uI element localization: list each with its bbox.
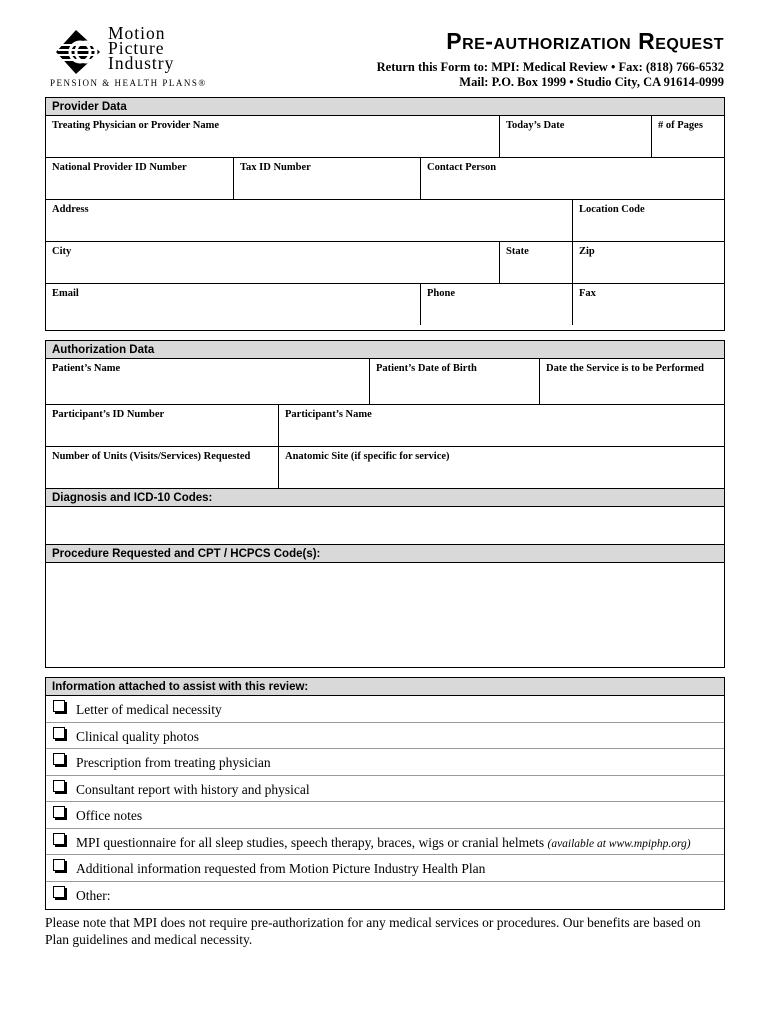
checkbox-label: Letter of medical necessity xyxy=(76,702,222,717)
diagnosis-codes-field[interactable] xyxy=(46,507,724,545)
page-title: Pre-authorization Request xyxy=(446,28,724,54)
form-row xyxy=(46,200,724,242)
checklist-item xyxy=(46,882,724,909)
address-field[interactable]: Address xyxy=(52,204,89,215)
zip-field[interactable]: Zip xyxy=(572,242,724,283)
section-heading: Information attached to assist with this review: xyxy=(46,678,724,696)
section-heading: Diagnosis and ICD-10 Codes: xyxy=(46,489,724,507)
service-date-field[interactable]: Date the Service is to be Performed xyxy=(539,359,724,404)
npi-field[interactable]: National Provider ID Number xyxy=(52,162,187,173)
checkbox-label: Clinical quality photos xyxy=(76,728,199,744)
form-row xyxy=(46,405,724,447)
logo-subtitle: PENSION & HEALTH PLANS® xyxy=(50,78,207,88)
footer-note: Please note that MPI does not require pre-authorization for any medical services or procedures. Our benefits are based on Plan guidelines and medical necessity. xyxy=(45,915,701,947)
units-requested-field[interactable]: Number of Units (Visits/Services) Requested xyxy=(52,451,251,462)
film-reel-icon xyxy=(50,28,106,76)
checkbox[interactable] xyxy=(53,833,65,845)
tax-id-field[interactable]: Tax ID Number xyxy=(233,158,420,199)
checkbox-label: Office notes xyxy=(76,808,143,823)
form-row xyxy=(46,359,724,405)
checklist-item xyxy=(46,749,724,776)
form-row xyxy=(46,116,724,158)
checkbox-label xyxy=(76,835,691,851)
provider-data-section xyxy=(45,97,725,331)
page-count-field[interactable]: # of Pages xyxy=(651,116,724,157)
logo-text: Motion xyxy=(108,23,166,43)
checkbox[interactable] xyxy=(53,806,65,818)
mpi-logo xyxy=(50,23,207,94)
form-row xyxy=(46,284,724,325)
checklist-item xyxy=(46,802,724,829)
form-row xyxy=(46,447,724,489)
checkbox-label: Other: xyxy=(76,887,111,903)
checkbox[interactable] xyxy=(53,780,65,792)
mail-address-line: Mail: P.O. Box 1999 • Studio City, CA 91614-0999 xyxy=(459,75,724,89)
physician-name-field[interactable]: Treating Physician or Provider Name xyxy=(52,120,220,131)
section-heading: Provider Data xyxy=(46,98,724,116)
checkbox-label: Prescription from treating physician xyxy=(76,755,271,770)
email-field[interactable]: Email xyxy=(52,288,79,299)
checkbox[interactable] xyxy=(53,859,65,871)
patient-dob-field[interactable]: Patient’s Date of Birth xyxy=(369,359,539,404)
checkbox[interactable] xyxy=(53,727,65,739)
fax-field[interactable]: Fax xyxy=(572,284,724,325)
questionnaire-availability-note: (available at www.mpiphp.org) xyxy=(547,837,691,850)
checklist-item xyxy=(46,776,724,803)
state-field[interactable]: State xyxy=(499,242,572,283)
checkbox-label: Additional information requested from Motion Picture Industry Health Plan xyxy=(76,861,486,876)
form-row xyxy=(46,158,724,200)
procedure-codes-field[interactable] xyxy=(46,563,724,664)
authorization-data-section xyxy=(45,340,725,668)
return-address-line: Return this Form to: MPI: Medical Review • Fax: (818) 766-6532 xyxy=(376,60,724,74)
participant-name-field[interactable]: Participant’s Name xyxy=(278,405,724,446)
checklist-item xyxy=(46,723,724,750)
section-heading: Procedure Requested and CPT / HCPCS Code(s): xyxy=(46,545,724,563)
attachments-section xyxy=(45,677,725,910)
checkbox[interactable] xyxy=(53,700,65,712)
section-heading: Authorization Data xyxy=(46,341,724,359)
form-row xyxy=(46,242,724,284)
city-field[interactable]: City xyxy=(52,246,72,257)
todays-date-field[interactable]: Today’s Date xyxy=(499,116,651,157)
questionnaire-label: MPI questionnaire for all sleep studies, speech therapy, braces, wigs or cranial helmets xyxy=(76,834,545,850)
anatomic-site-field[interactable]: Anatomic Site (if specific for service) xyxy=(278,447,724,488)
contact-person-field[interactable]: Contact Person xyxy=(420,158,724,199)
logo-text: Industry xyxy=(108,53,175,73)
participant-id-field[interactable]: Participant’s ID Number xyxy=(52,409,165,420)
logo-text: Picture xyxy=(108,38,165,58)
checkbox-label: Consultant report with history and physical xyxy=(76,781,310,797)
checkbox[interactable] xyxy=(53,753,65,765)
checkbox[interactable] xyxy=(53,886,65,898)
checklist-item xyxy=(46,829,724,856)
checklist-item xyxy=(46,696,724,723)
patient-name-field[interactable]: Patient’s Name xyxy=(52,363,121,374)
checklist-item xyxy=(46,855,724,882)
phone-field[interactable]: Phone xyxy=(420,284,572,325)
location-code-field[interactable]: Location Code xyxy=(572,200,724,241)
